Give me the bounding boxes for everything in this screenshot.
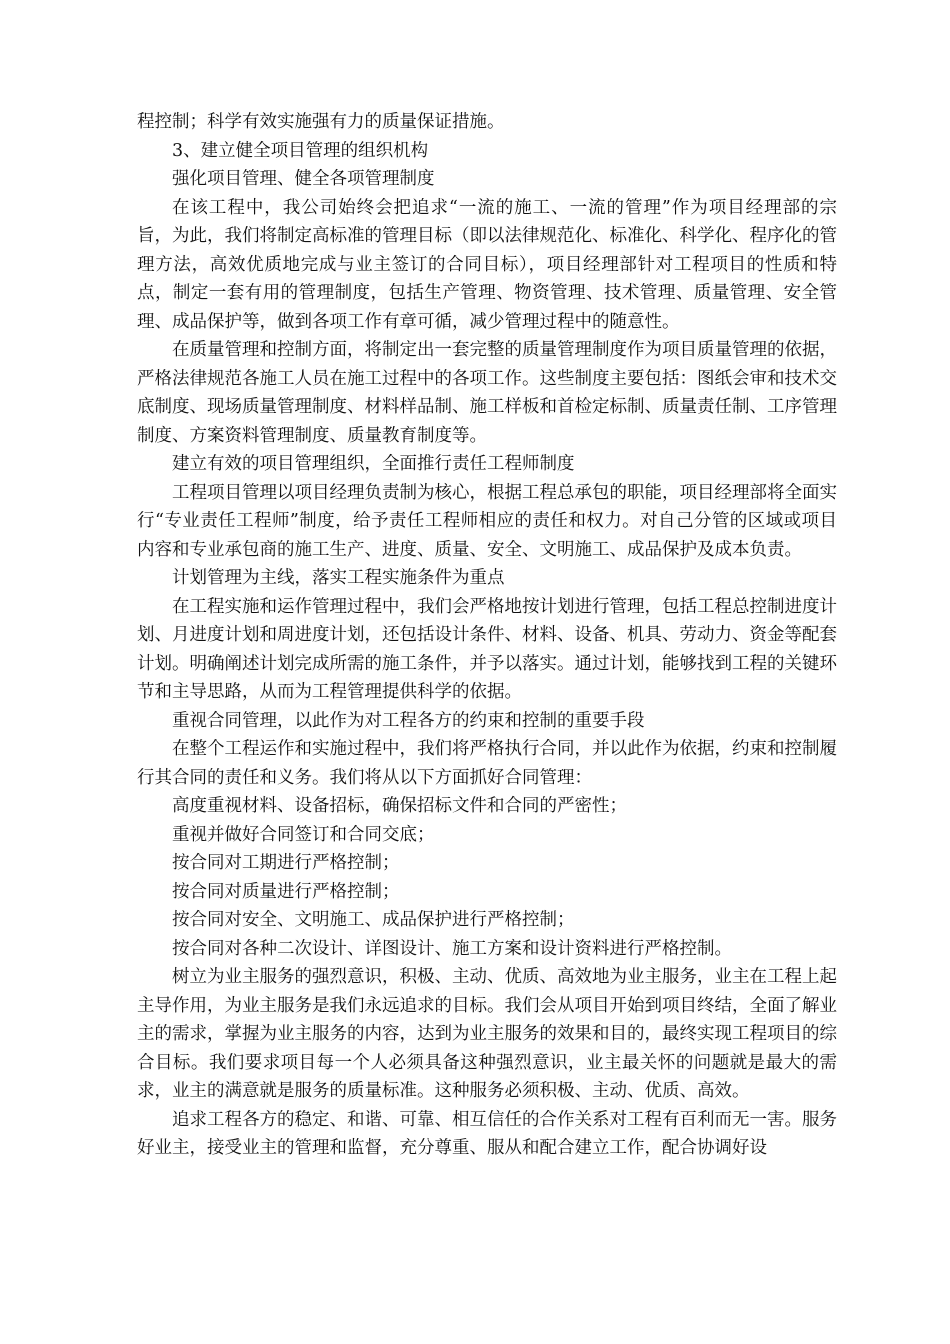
paragraph: 在整个工程运作和实施过程中，我们将严格执行合同，并以此作为依据，约束和控制履行其合同的责任和义务。我们将从以下方面抓好合同管理： <box>137 739 837 788</box>
paragraph: 在该工程中，我公司始终会把追求“一流的施工、一流的管理”作为项目经理部的宗旨，为此，我们将制定高标准的管理目标（即以法律规范化、标准化、科学化、程序化的管理方法，高效优质地完成与业主签订的合同目标），项目经理部针对工程项目的性质和特点，制定一套有用的管理制度，包括生产管理、物资管理、技术管理、质量管理、安全管理、成品保护等，做到各项工作有章可循，减少管理过程中的随意性。 <box>137 197 837 332</box>
list-item: 按合同对工期进行严格控制； <box>172 853 400 873</box>
document-body <box>137 108 837 1163</box>
subheading: 重视合同管理，以此作为对工程各方的约束和控制的重要手段 <box>172 710 645 731</box>
subheading: 建立有效的项目管理组织，全面推行责任工程师制度 <box>172 454 575 474</box>
paragraph: 工程项目管理以项目经理负责制为核心，根据工程总承包的职能，项目经理部将全面实行“专业责任工程师”制度，给予责任工程师相应的责任和权力。对自己分管的区域或项目内容和专业承包商的施工生产、进度、质量、安全、文明施工、成品保护及成本负责。 <box>137 482 837 560</box>
list-item: 按合同对各种二次设计、详图设计、施工方案和设计资料进行严格控制。 <box>172 938 732 959</box>
paragraph: 树立为业主服务的强烈意识，积极、主动、优质、高效地为业主服务，业主在工程上起主导作用，为业主服务是我们永远追求的目标。我们会从项目开始到项目终结，全面了解业主的需求，掌握为业主服务的内容，达到为业主服务的效果和目的，最终实现工程项目的综合目标。我们要求项目每一个人必须具备这种强烈意识，业主最关怀的问题就是最大的需求，业主的满意就是服务的质量标准。这种服务必须积极、主动、优质、高效。 <box>137 967 837 1101</box>
subheading: 强化项目管理、健全各项管理制度 <box>172 169 435 189</box>
paragraph: 追求工程各方的稳定、和谐、可靠、相互信任的合作关系对工程有百利而无一害。服务好业主，接受业主的管理和监督，充分尊重、服从和配合建立工作，配合协调好设 <box>137 1109 837 1158</box>
subheading: 计划管理为主线，落实工程实施条件为重点 <box>172 568 505 588</box>
list-item: 按合同对质量进行严格控制； <box>172 881 400 902</box>
section-heading: 3、建立健全项目管理的组织机构 <box>172 140 429 161</box>
paragraph: 在工程实施和运作管理过程中，我们会严格地按计划进行管理，包括工程总控制进度计划、月进度计划和周进度计划，还包括设计条件、材料、设备、机具、劳动力、资金等配套计划。明确阐述计划完成所需的施工条件，并予以落实。通过计划，能够找到工程的关键环节和主导思路，从而为工程管理提供科学的依据。 <box>137 596 837 702</box>
list-item: 高度重视材料、设备招标，确保招标文件和合同的严密性； <box>172 796 627 816</box>
list-item: 按合同对安全、文明施工、成品保护进行严格控制； <box>172 910 575 930</box>
paragraph: 在质量管理和控制方面，将制定出一套完整的质量管理制度作为项目质量管理的依据，严格法律规范各施工人员在施工过程中的各项工作。这些制度主要包括：图纸会审和技术交底制度、现场质量管理制度、材料样品制、施工样板和首检定标制、质量责任制、工序管理制度、方案资料管理制度、质量教育制度等。 <box>137 340 837 446</box>
paragraph: 程控制；科学有效实施强有力的质量保证措施。 <box>137 112 505 132</box>
list-item: 重视并做好合同签订和合同交底； <box>172 824 435 845</box>
